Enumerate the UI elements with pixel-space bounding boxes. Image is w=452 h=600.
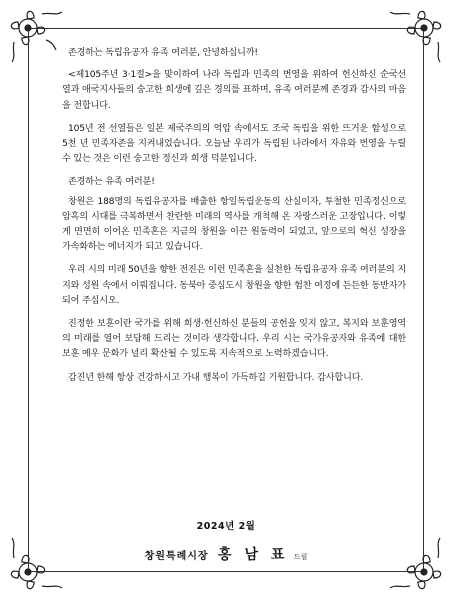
signature-name: 홍 남 표 — [218, 547, 289, 563]
paragraph-4: 창원은 188명의 독립유공자를 배출한 항일독립운동의 산실이자, 투철한 민족정신으로 암흑의 시대를 극복하면서 찬란한 미래의 역사를 개척해 온 자랑스러운 고장입니다. 이렇게 면면히 이어온 민족혼은 지금의 창원을 이끈 원동력이 되었고, 앞으로의 혁신 성장을 가속화하는 에너지가 되고 있습니다. — [62, 196, 406, 253]
paragraph-1: <제105주년 3·1절>을 맞이하여 나라 독립과 민족의 번영을 위하여 헌신하신 순국선열과 애국지사들의 숭고한 희생에 깊은 경의를 표하며, 유족 여러분께 존경과 감사의 마음을 전합니다. — [62, 70, 406, 111]
flower-icon — [6, 6, 68, 68]
signature-title: 창원특례시장 — [144, 551, 209, 562]
letter-frame — [6, 6, 446, 594]
paragraph-2: 105년 전 선열들은 일본 제국주의의 억압 속에서도 조국 독립을 위한 뜨거운 함성으로 5천 년 민족자존을 지켜내었습니다. 오늘날 우리가 독립된 나라에서 자유와 번영을 누릴 수 있는 것은 이런 숭고한 정신과 희생 덕분입니다. — [62, 123, 406, 165]
letter-body — [62, 46, 406, 394]
letter-date: 2024년 2월 — [196, 521, 256, 532]
paragraph-6: 진정한 보훈이란 국가를 위해 희생·헌신하신 분들의 공헌을 잊지 않고, 복지와 보훈영역의 미래를 열어 보답해 드리는 것이라 생각합니다. 우리 시는 국가유공자와 유족에 대한 보훈 예우 문화가 널리 확산될 수 있도록 지속적으로 노력하겠습니다. — [62, 319, 406, 360]
signature — [6, 544, 446, 564]
greeting: 존경하는 독립유공자 유족 여러분, 안녕하십니까! — [68, 48, 258, 58]
signature-suffix: 드림 — [293, 553, 308, 561]
paragraph-3: 존경하는 유족 여러분! — [68, 177, 155, 188]
paragraph-5: 우리 시의 미래 50년을 향한 전진은 이런 민족혼을 실천한 독립유공자 유족 여러분의 지지와 성원 속에서 이뤄집니다. 동북아 중심도시 창원을 향한 험찬 여정에 든든한 동반자가 되어 주십시오. — [62, 265, 406, 306]
paragraph-7: 감진년 한해 항상 건강하시고 가내 행복이 가득하길 기원합니다. 감사합니다. — [68, 372, 364, 383]
